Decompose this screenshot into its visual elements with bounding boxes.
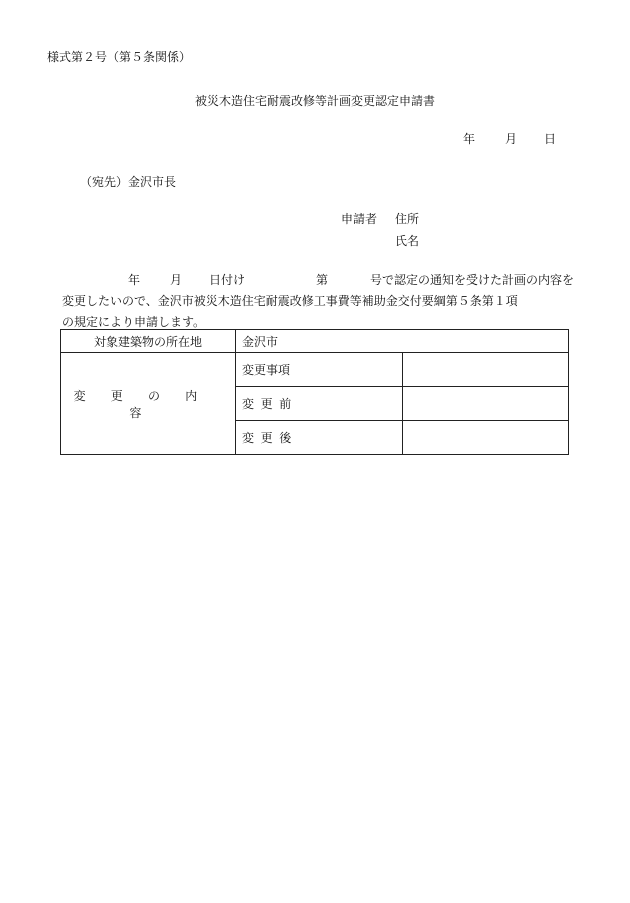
change-contents-label: 変更の内容 (61, 353, 236, 455)
date-day: 日 (544, 132, 557, 146)
applicant-label: 申請者 (341, 212, 378, 226)
change-item-label: 変更事項 (236, 353, 403, 387)
applicant-name-label: 氏名 (395, 234, 420, 248)
before-change-label: 変更前 (236, 387, 403, 421)
body-year: 年 (128, 273, 141, 287)
body-line3: の規定により申請します。 (62, 315, 206, 329)
applicant-address-label: 住所 (395, 212, 420, 226)
application-table (60, 329, 569, 455)
location-label: 対象建築物の所在地 (61, 330, 236, 353)
before-change-value[interactable] (402, 387, 569, 421)
body-number-prefix: 第 (316, 273, 329, 287)
body-date-suffix: 日付け (209, 273, 246, 287)
form-number: 様式第２号（第５条関係） (47, 50, 192, 64)
change-item-value[interactable] (402, 353, 569, 387)
date-month: 月 (505, 132, 518, 146)
location-value[interactable]: 金沢市 (236, 330, 569, 353)
body-line1-tail: 号で認定の通知を受けた計画の内容を (370, 273, 575, 287)
after-change-label: 変更後 (236, 421, 403, 455)
location-row (61, 330, 569, 353)
body-line2: 変更したいので、金沢市被災木造住宅耐震改修工事費等補助金交付要綱第５条第１項 (62, 294, 518, 308)
body-month: 月 (170, 273, 183, 287)
after-change-value[interactable] (402, 421, 569, 455)
addressee: （宛先）金沢市長 (80, 175, 177, 189)
change-row (61, 353, 569, 387)
date-year: 年 (463, 132, 476, 146)
document-title: 被災木造住宅耐震改修等計画変更認定申請書 (194, 94, 435, 108)
